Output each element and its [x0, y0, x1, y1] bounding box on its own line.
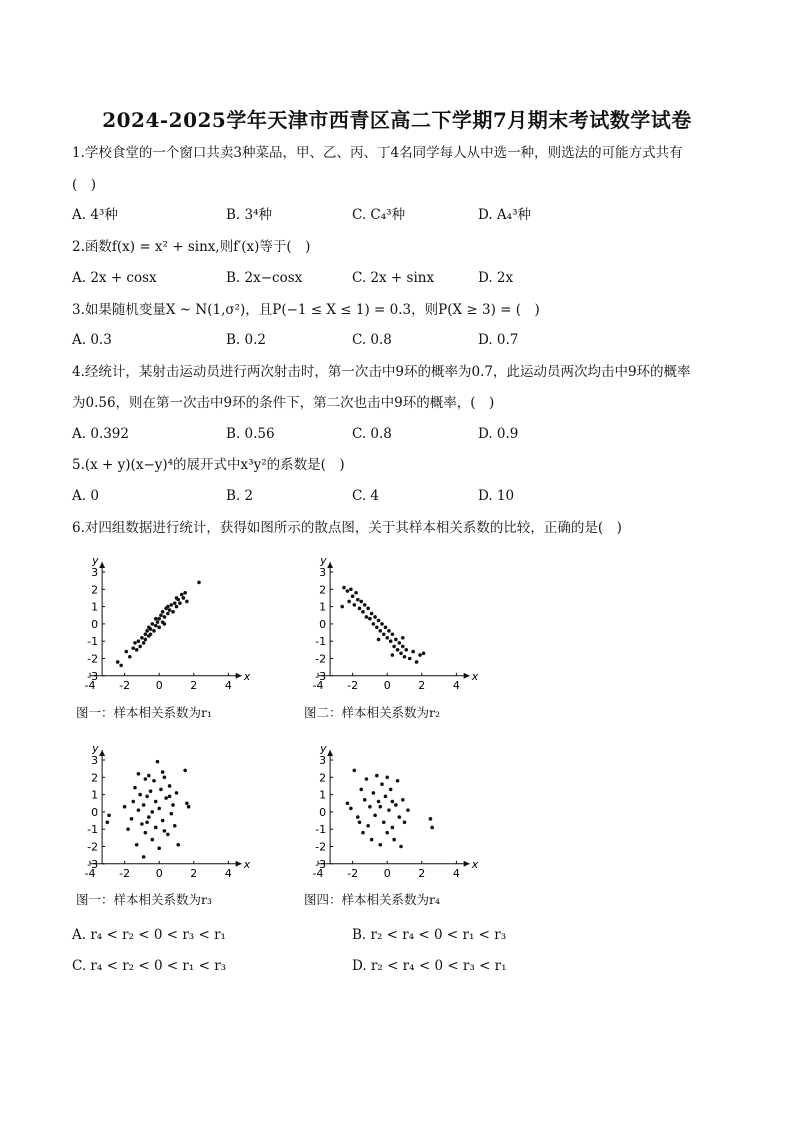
y-tick-label: -2 — [87, 840, 99, 854]
data-point — [396, 648, 400, 652]
y-tick-label: 3 — [319, 754, 327, 767]
question-number: 2. — [72, 239, 85, 255]
data-point — [125, 650, 129, 654]
data-point — [358, 607, 362, 611]
y-tick-label: -3 — [87, 669, 99, 683]
data-point — [356, 598, 360, 602]
x-tick-label: 0 — [155, 678, 163, 692]
exam-title: 2024-2025学年天津市西青区高二下学期7月期末考试数学试卷 — [102, 108, 692, 132]
x-axis-arrow — [236, 673, 242, 679]
data-point — [385, 776, 389, 780]
y-tick-label: -1 — [315, 635, 327, 649]
data-point — [366, 607, 370, 611]
data-point — [389, 639, 393, 643]
x-tick-label: -4 — [84, 866, 96, 880]
question-number: 1. — [72, 145, 85, 161]
option-b: B. r₂ < r₄ < 0 < r₁ < r₃ — [352, 927, 507, 943]
data-point — [183, 769, 187, 773]
option-c: C. 2x + sinx — [352, 270, 435, 286]
data-point — [147, 815, 151, 819]
data-point — [387, 808, 391, 812]
data-point — [116, 660, 120, 664]
question-number: 6. — [72, 520, 85, 536]
y-axis-label: y — [92, 742, 99, 755]
y-tick-label: 0 — [91, 617, 99, 631]
data-point — [382, 632, 386, 636]
data-point — [156, 620, 160, 624]
data-point — [372, 791, 376, 795]
x-tick-label: -4 — [312, 678, 324, 692]
y-tick-label: 1 — [319, 600, 327, 614]
data-point — [137, 808, 141, 812]
option-c: C. C₄³种 — [352, 207, 406, 223]
question-6 — [72, 518, 622, 538]
data-point — [411, 650, 415, 654]
option-b: B. 0.56 — [226, 426, 275, 442]
x-tick-label: 2 — [418, 866, 426, 880]
data-point — [170, 603, 174, 607]
data-point — [166, 605, 170, 609]
data-point — [356, 815, 360, 819]
x-tick-label: 2 — [418, 678, 426, 692]
x-tick-label: -2 — [119, 866, 131, 880]
y-tick-label: 1 — [91, 600, 99, 614]
data-point — [152, 629, 156, 633]
y-axis-arrow — [327, 750, 333, 756]
data-point — [353, 769, 357, 773]
data-point — [126, 827, 130, 831]
question-2 — [72, 237, 310, 257]
data-point — [173, 601, 177, 605]
data-point — [137, 639, 141, 643]
data-point — [147, 774, 151, 778]
data-point — [159, 788, 163, 792]
question-number: 5. — [72, 457, 85, 473]
data-point — [391, 632, 395, 636]
y-axis-arrow — [99, 562, 105, 568]
scatter-caption-1: 图一：样本相关系数为r₁ — [76, 705, 212, 720]
scatter-caption-2: 图二：样本相关系数为r₂ — [304, 705, 440, 720]
data-point — [130, 817, 134, 821]
data-point — [401, 645, 405, 649]
option-d: D. r₂ < r₄ < 0 < r₃ < r₁ — [352, 958, 507, 974]
data-point — [340, 605, 344, 609]
question-stem: 如果随机变量X ~ N(1,σ²)，且P(−1 ≤ X ≤ 1) = 0.3，则P(X ≥ 3) = ( ) — [84, 302, 540, 318]
data-point — [163, 622, 167, 626]
x-tick-label: 2 — [190, 678, 198, 692]
data-point — [144, 831, 148, 835]
data-point — [161, 610, 165, 614]
data-point — [119, 664, 123, 668]
data-point — [157, 807, 161, 811]
data-point — [380, 622, 384, 626]
data-point — [422, 652, 426, 656]
data-point — [156, 760, 160, 764]
data-point — [359, 788, 363, 792]
data-point — [391, 800, 395, 804]
data-point — [164, 796, 168, 800]
option-c: C. 0.8 — [352, 426, 392, 442]
data-point — [429, 817, 433, 821]
option-b: B. 2x−cosx — [226, 270, 303, 286]
data-point — [178, 601, 182, 605]
data-point — [365, 615, 369, 619]
data-point — [145, 629, 149, 633]
x-tick-label: 4 — [452, 866, 460, 880]
x-axis-arrow — [464, 673, 470, 679]
data-point — [135, 843, 139, 847]
data-point — [183, 591, 187, 595]
data-point — [406, 808, 410, 812]
data-point — [375, 626, 379, 630]
data-point — [346, 589, 350, 593]
data-point — [150, 622, 154, 626]
data-point — [133, 641, 137, 645]
data-point — [415, 660, 419, 664]
data-point — [396, 779, 400, 783]
data-point — [349, 807, 353, 811]
y-tick-label: -2 — [315, 840, 327, 854]
data-point — [378, 629, 382, 633]
option-b: B. 0.2 — [226, 332, 266, 348]
y-axis-arrow — [327, 562, 333, 568]
scatter-plot-2 — [298, 548, 488, 698]
data-point — [368, 805, 372, 809]
data-point — [391, 826, 395, 830]
data-point — [403, 655, 407, 659]
question-number: 4. — [72, 364, 85, 380]
option-a: A. 0.392 — [72, 426, 129, 442]
question-stem: (x + y)(x−y)⁴的展开式中x³y²的系数是( ) — [84, 457, 345, 473]
scatter-plot-1 — [70, 548, 260, 698]
data-point — [403, 820, 407, 824]
data-point — [418, 653, 422, 657]
data-point — [166, 612, 170, 616]
data-point — [168, 608, 172, 612]
data-point — [161, 770, 165, 774]
option-a: A. 2x + cosx — [72, 270, 157, 286]
y-tick-label: 0 — [91, 805, 99, 819]
data-point — [163, 615, 167, 619]
data-point — [157, 626, 161, 630]
data-point — [387, 629, 391, 633]
data-point — [138, 793, 142, 797]
data-point — [157, 617, 161, 621]
data-point — [131, 646, 135, 650]
x-tick-label: 0 — [383, 678, 391, 692]
y-tick-label: -1 — [315, 823, 327, 837]
data-point — [142, 855, 146, 859]
data-point — [366, 824, 370, 828]
data-point — [175, 605, 179, 609]
data-point — [408, 657, 412, 661]
data-point — [154, 617, 158, 621]
option-b: B. 2 — [226, 488, 254, 504]
data-point — [359, 600, 363, 604]
y-tick-label: -2 — [315, 652, 327, 666]
data-point — [363, 798, 367, 802]
data-point — [187, 805, 191, 809]
data-point — [138, 645, 142, 649]
x-tick-label: 0 — [383, 866, 391, 880]
x-axis-label: x — [471, 857, 479, 871]
x-axis-label: x — [471, 669, 479, 683]
y-axis-label: y — [320, 554, 327, 567]
data-point — [363, 603, 367, 607]
y-tick-label: -3 — [87, 857, 99, 871]
y-tick-label: 0 — [319, 617, 327, 631]
question-stem: 经统计，某射击运动员进行两次射击时，第一次击中9环的概率为0.7，此运动员两次均击中9环的概率 — [84, 364, 691, 380]
y-tick-label: 2 — [319, 771, 327, 785]
data-point — [365, 777, 369, 781]
data-point — [171, 610, 175, 614]
data-point — [361, 831, 365, 835]
data-point — [154, 826, 158, 830]
data-point — [152, 779, 156, 783]
data-point — [144, 638, 148, 642]
option-a: A. 0 — [72, 488, 99, 504]
x-tick-label: 4 — [224, 866, 232, 880]
y-tick-label: 3 — [319, 566, 327, 579]
y-tick-label: 3 — [91, 754, 99, 767]
y-tick-label: 1 — [319, 788, 327, 802]
data-point — [401, 798, 405, 802]
data-point — [398, 641, 402, 645]
data-point — [144, 777, 148, 781]
question-4-line2: 为0.56，则在第一次击中9环的条件下，第二次也击中9环的概率，( ) — [72, 395, 495, 411]
data-point — [378, 805, 382, 809]
data-point — [377, 619, 381, 623]
y-tick-label: -3 — [315, 669, 327, 683]
data-point — [342, 586, 346, 590]
data-point — [384, 626, 388, 630]
x-tick-label: 0 — [155, 866, 163, 880]
data-point — [128, 655, 132, 659]
option-c: C. r₄ < r₂ < 0 < r₁ < r₃ — [72, 958, 227, 974]
option-d: D. 0.7 — [478, 332, 519, 348]
data-point — [351, 594, 355, 598]
data-point — [358, 820, 362, 824]
data-point — [377, 800, 381, 804]
data-point — [404, 648, 408, 652]
data-point — [398, 815, 402, 819]
data-point — [150, 810, 154, 814]
y-axis-label: y — [92, 554, 99, 567]
data-point — [171, 803, 175, 807]
data-point — [368, 617, 372, 621]
data-point — [391, 653, 395, 657]
data-point — [154, 800, 158, 804]
x-tick-label: 4 — [224, 678, 232, 692]
x-tick-label: 2 — [190, 866, 198, 880]
data-point — [149, 632, 153, 636]
data-point — [197, 581, 201, 585]
data-point — [384, 795, 388, 799]
x-tick-label: -2 — [347, 866, 359, 880]
data-point — [370, 612, 374, 616]
data-point — [378, 843, 382, 847]
data-point — [175, 791, 179, 795]
data-point — [389, 788, 393, 792]
data-point — [375, 774, 379, 778]
data-point — [145, 795, 149, 799]
data-point — [354, 591, 358, 595]
y-tick-label: -2 — [87, 652, 99, 666]
data-point — [394, 803, 398, 807]
option-a: A. r₄ < r₂ < 0 < r₃ < r₁ — [72, 927, 226, 943]
data-point — [140, 636, 144, 640]
data-point — [392, 645, 396, 649]
data-point — [107, 814, 111, 818]
data-point — [142, 641, 146, 645]
data-point — [154, 624, 158, 628]
data-point — [135, 648, 139, 652]
x-tick-label: -2 — [119, 678, 131, 692]
data-point — [161, 819, 165, 823]
x-tick-label: -4 — [84, 678, 96, 692]
data-point — [123, 805, 127, 809]
data-point — [150, 838, 154, 842]
data-point — [166, 833, 170, 837]
y-tick-label: -1 — [87, 635, 99, 649]
option-d: D. A₄³种 — [478, 207, 531, 223]
y-tick-label: 1 — [91, 788, 99, 802]
y-tick-label: 2 — [91, 583, 99, 597]
scatter-plot-4 — [298, 736, 488, 886]
data-point — [353, 603, 357, 607]
data-point — [173, 824, 177, 828]
option-a: A. 0.3 — [72, 332, 112, 348]
data-point — [157, 846, 161, 850]
question-stem: 函数f(x) = x² + sinx,则f′(x)等于( ) — [84, 239, 311, 255]
data-point — [185, 600, 189, 604]
data-point — [137, 772, 141, 776]
data-point — [140, 822, 144, 826]
data-point — [394, 638, 398, 642]
data-point — [182, 596, 186, 600]
y-axis-label: y — [320, 742, 327, 755]
option-b: B. 3⁴种 — [226, 207, 273, 223]
data-point — [382, 820, 386, 824]
data-point — [145, 820, 149, 824]
data-point — [185, 801, 189, 805]
data-point — [144, 632, 148, 636]
option-a: A. 4³种 — [72, 207, 118, 223]
data-point — [168, 795, 172, 799]
data-point — [361, 610, 365, 614]
data-point — [163, 829, 167, 833]
data-point — [106, 820, 110, 824]
y-tick-label: 2 — [319, 583, 327, 597]
data-point — [380, 782, 384, 786]
option-c: C. 0.8 — [352, 332, 392, 348]
x-axis-arrow — [236, 861, 242, 867]
data-point — [399, 845, 403, 849]
data-point — [385, 831, 389, 835]
data-point — [149, 789, 153, 793]
option-d: D. 10 — [478, 488, 515, 504]
x-tick-label: -4 — [312, 866, 324, 880]
scatter-caption-4: 图四：样本相关系数为r₄ — [304, 892, 440, 907]
data-point — [176, 843, 180, 847]
data-point — [159, 613, 163, 617]
data-point — [430, 826, 434, 830]
x-axis-label: x — [243, 857, 251, 871]
y-tick-label: 0 — [319, 805, 327, 819]
data-point — [392, 838, 396, 842]
data-point — [399, 652, 403, 656]
data-point — [401, 636, 405, 640]
y-axis-arrow — [99, 750, 105, 756]
question-1 — [72, 143, 683, 163]
data-point — [180, 593, 184, 597]
data-point — [346, 801, 350, 805]
data-point — [347, 600, 351, 604]
x-tick-label: -2 — [347, 678, 359, 692]
y-tick-label: -3 — [315, 857, 327, 871]
data-point — [377, 638, 381, 642]
question-number: 3. — [72, 302, 85, 318]
data-point — [372, 622, 376, 626]
x-axis-label: x — [243, 669, 251, 683]
data-point — [349, 588, 353, 592]
data-point — [370, 838, 374, 842]
data-point — [163, 776, 167, 780]
x-axis-arrow — [464, 861, 470, 867]
option-c: C. 4 — [352, 488, 380, 504]
question-stem: 学校食堂的一个窗口共卖3种菜品，甲、乙、丙、丁4名同学每人从中选一种，则选法的可能方式共有 — [84, 145, 683, 161]
option-d: D. 0.9 — [478, 426, 519, 442]
data-point — [373, 615, 377, 619]
data-point — [385, 636, 389, 640]
data-point — [170, 812, 174, 816]
y-tick-label: 2 — [91, 771, 99, 785]
scatter-plot-3 — [70, 736, 260, 886]
x-tick-label: 4 — [452, 678, 460, 692]
question-5 — [72, 455, 345, 475]
data-point — [147, 626, 151, 630]
data-point — [175, 596, 179, 600]
question-3 — [72, 300, 540, 320]
data-point — [373, 814, 377, 818]
scatter-caption-3: 图一：样本相关系数为r₃ — [76, 892, 212, 907]
data-point — [168, 784, 172, 788]
data-point — [142, 803, 146, 807]
y-tick-label: -1 — [87, 823, 99, 837]
question-stem: 对四组数据进行统计，获得如图所示的散点图，关于其样本相关系数的比较，正确的是( ) — [84, 520, 622, 536]
option-d: D. 2x — [478, 270, 514, 286]
question-4 — [72, 362, 691, 382]
question-1-bracket: ( ) — [72, 177, 97, 193]
data-point — [131, 800, 135, 804]
y-tick-label: 3 — [91, 566, 99, 579]
data-point — [133, 786, 137, 790]
